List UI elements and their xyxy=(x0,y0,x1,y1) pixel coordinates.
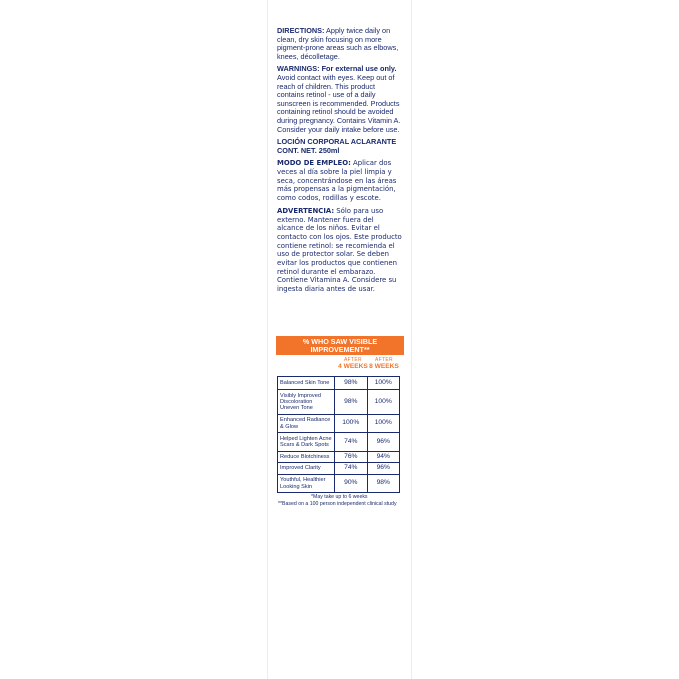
column-header-small: AFTER xyxy=(375,357,393,363)
directions-paragraph xyxy=(277,27,402,61)
directions-label: DIRECTIONS: xyxy=(277,26,325,35)
value-8-weeks: 100% xyxy=(367,377,399,390)
table-row xyxy=(278,463,400,475)
value-4-weeks: 98% xyxy=(335,390,367,415)
modo-label: MODO DE EMPLEO: xyxy=(277,159,351,168)
value-8-weeks: 100% xyxy=(367,390,399,415)
table-row xyxy=(278,390,400,415)
banner-line1: % WHO SAW VISIBLE xyxy=(302,337,378,346)
column-header-4-weeks xyxy=(336,357,370,370)
row-label: Balanced Skin Tone xyxy=(278,377,335,390)
warnings-text: Avoid contact with eyes. Keep out of reach of children. This product contains retinol - use of a daily sunscreen is recommended. Products containing retinol should be avoided during pregnancy. Contains Vitamin A. Consider your daily intake before use. xyxy=(277,72,401,134)
value-4-weeks: 100% xyxy=(335,415,367,433)
table-row xyxy=(278,475,400,493)
row-label: Youthful, Healthier Looking Skin xyxy=(278,475,335,493)
modo-paragraph xyxy=(277,159,402,203)
row-label: Reduce Blotchiness xyxy=(278,452,335,463)
table-row xyxy=(278,452,400,463)
value-4-weeks: 90% xyxy=(335,475,367,493)
spanish-title-line1: LOCIÓN CORPORAL ACLARANTE xyxy=(277,137,397,147)
table-row xyxy=(278,433,400,452)
value-8-weeks: 96% xyxy=(367,463,399,475)
value-8-weeks: 100% xyxy=(367,415,399,433)
banner-line2: IMPROVEMENT** xyxy=(310,345,370,354)
row-label: Enhanced Radiance & Glow xyxy=(278,415,335,433)
value-8-weeks: 94% xyxy=(367,452,399,463)
warnings-label: WARNINGS: For external use only. xyxy=(277,64,397,74)
column-header-small: AFTER xyxy=(344,357,362,363)
advertencia-paragraph xyxy=(277,207,402,294)
spanish-title-line2: CONT. NET. 250ml xyxy=(277,145,340,155)
spanish-title xyxy=(277,138,402,155)
warnings-paragraph xyxy=(277,65,402,134)
table-row xyxy=(278,415,400,433)
value-4-weeks: 74% xyxy=(335,463,367,475)
table-row xyxy=(278,377,400,390)
value-4-weeks: 98% xyxy=(335,377,367,390)
column-header-big: 8 WEEKS xyxy=(369,363,399,370)
row-label: Visibly Improved Discoloration Uneven Tone xyxy=(278,390,335,415)
advertencia-text: Sólo para uso externo. Mantener fuera del alcance de los niños. Evitar el contacto con los ojos. Este producto contiene retinol: se recomienda el uso de protector solar. Se deben evitar los productos que contienen retinol durante el embarazo. Contiene Vitamina A. Considere su ingesta diaria antes de usar. xyxy=(277,206,402,294)
value-4-weeks: 74% xyxy=(335,433,367,452)
improvement-banner xyxy=(276,336,404,355)
row-label: Improved Clarity xyxy=(278,463,335,475)
value-4-weeks: 76% xyxy=(335,452,367,463)
modo-text: Aplicar dos veces al día sobre la piel limpia y seca, concentrándose en las áreas más propensas a la pigmentación, como codos, rodillas y escote. xyxy=(277,159,397,203)
column-header-8-weeks xyxy=(367,357,401,370)
value-8-weeks: 96% xyxy=(367,433,399,452)
directions-text: Apply twice daily on clean, dry skin focusing on more pigment-prone areas such as elbows, knees, décolletage. xyxy=(277,26,399,61)
label-text-block xyxy=(277,27,402,298)
column-header-big: 4 WEEKS xyxy=(338,363,368,370)
advertencia-label: ADVERTENCIA: xyxy=(277,206,335,215)
row-label: Helped Lighten Acne Scars & Dark Spots xyxy=(278,433,335,452)
footnote-weeks: *May take up to 6 weeks xyxy=(311,494,368,500)
results-table xyxy=(277,376,400,493)
footnote-study: **Based on a 100 person independent clinical study xyxy=(278,501,397,507)
value-8-weeks: 98% xyxy=(367,475,399,493)
